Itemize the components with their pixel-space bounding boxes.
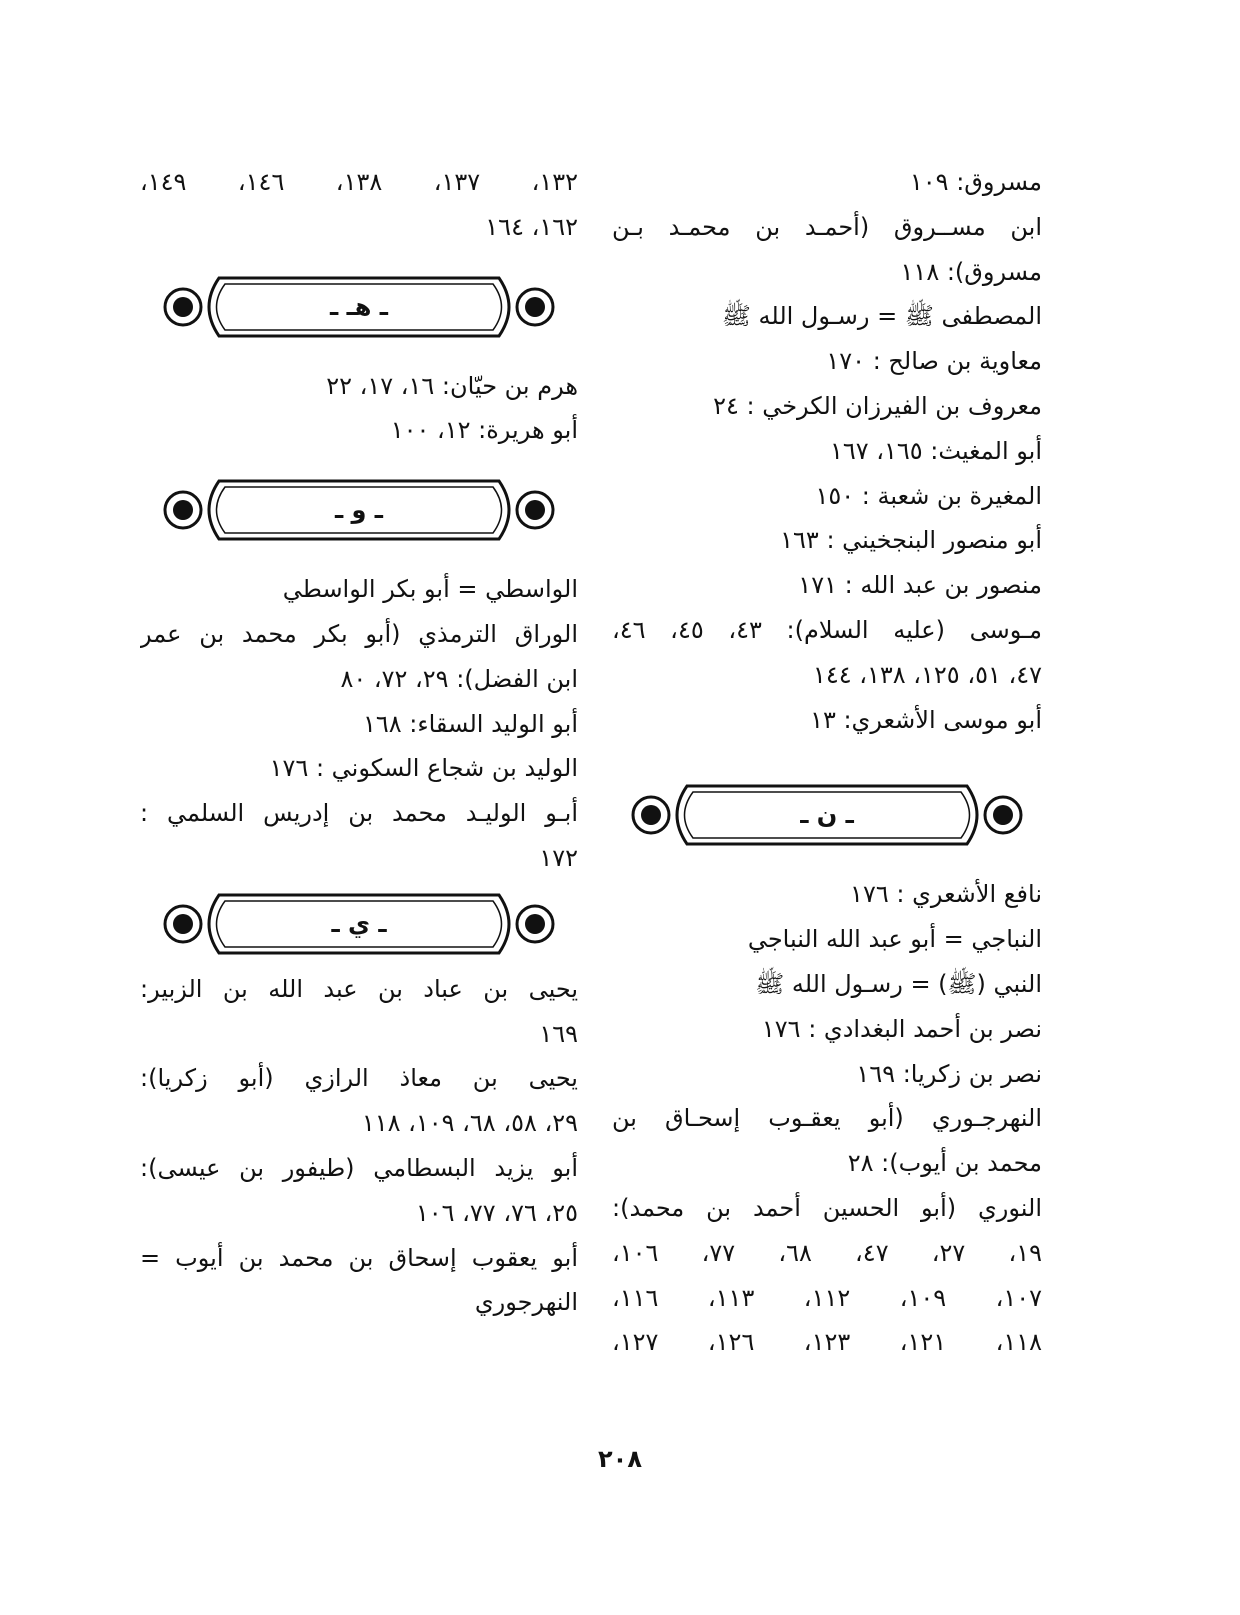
index-entry: الوراق الترمذي (أبو بكر محمد بن عمر	[140, 619, 578, 648]
entries-w	[140, 567, 578, 881]
index-entry: ١١٨، ١٢١، ١٢٣، ١٢٦، ١٢٧،	[612, 1328, 1042, 1357]
index-entry: نصر بن زكريا: ١٦٩	[856, 1059, 1042, 1088]
index-entry: نافع الأشعري : ١٧٦	[850, 880, 1042, 909]
index-entry: أبو الوليد السقاء: ١٦٨	[362, 709, 578, 738]
index-entry: الواسطي = أبو بكر الواسطي	[282, 575, 578, 604]
index-entry: مسروق: ١٠٩	[909, 168, 1042, 196]
index-entry: أبو منصور البنجخيني : ١٦٣	[780, 526, 1042, 555]
section-letter: ـ ي ـ	[331, 909, 387, 938]
index-entry: أبو يزيد البسطامي (طيفور بن عيسى):	[140, 1153, 578, 1182]
section-banner-ha	[159, 264, 559, 350]
index-entry: معاوية بن صالح : ١٧٠	[826, 347, 1042, 376]
index-entry: ١٦٩	[539, 1019, 578, 1048]
index-entry: النوري (أبو الحسين أحمد بن محمد):	[612, 1193, 1042, 1222]
index-entry: نصر بن أحمد البغدادي : ١٧٦	[761, 1014, 1042, 1043]
index-entry: هرم بن حيّان: ١٦، ١٧، ٢٢	[326, 371, 578, 400]
entries-m	[612, 160, 1042, 742]
index-entry: الوليد بن شجاع السكوني : ١٧٦	[269, 754, 578, 783]
index-column-right	[612, 160, 1042, 1365]
index-entry: النهرجوري	[474, 1288, 578, 1317]
section-letter: ـ هـ ـ	[330, 292, 388, 321]
index-entry: مـوسى (عليه السلام): ٤٣، ٤٥، ٤٦،	[612, 615, 1042, 644]
index-entry: مسروق): ١١٨	[900, 257, 1042, 286]
entries-continued	[140, 160, 578, 250]
index-entry: أبو المغيث: ١٦٥، ١٦٧	[829, 436, 1042, 465]
index-entry: معروف بن الفيرزان الكرخي : ٢٤	[713, 391, 1042, 420]
index-entry: ١٧٢	[539, 843, 578, 872]
entries-y	[140, 967, 578, 1325]
index-entry: المغيرة بن شعبة : ١٥٠	[815, 481, 1042, 510]
entries-n	[612, 872, 1042, 1365]
page-number: ٢٠٨	[598, 1445, 642, 1473]
index-entry: ١٩، ٢٧، ٤٧، ٦٨، ٧٧، ١٠٦،	[612, 1238, 1042, 1267]
index-entry: ١٣٢، ١٣٧، ١٣٨، ١٤٦، ١٤٩،	[140, 168, 578, 196]
section-letter: ـ و ـ	[334, 496, 384, 525]
index-entry: ابن مســروق (أحمـد بن محمـد بـن	[612, 212, 1042, 241]
index-entry: يحيى بن عباد بن عبد الله بن الزبير:	[140, 974, 578, 1003]
index-entry: النباجي = أبو عبد الله النباجي	[747, 925, 1042, 954]
section-letter: ـ ن ـ	[800, 801, 854, 830]
index-entry: المصطفى ﷺ = رسـول الله ﷺ	[721, 302, 1042, 331]
index-entry: النبي (ﷺ) = رسـول الله ﷺ	[755, 969, 1042, 998]
section-banner-waw	[159, 467, 559, 553]
index-entry: يحيى بن معاذ الرازي (أبو زكريا):	[140, 1064, 578, 1093]
index-column-left	[140, 160, 578, 1325]
index-entry: ٤٧، ٥١، ١٢٥، ١٣٨، ١٤٤	[812, 660, 1042, 689]
entries-h	[140, 364, 578, 454]
index-entry: منصور بن عبد الله : ١٧١	[798, 571, 1042, 600]
section-banner-noon	[627, 772, 1027, 858]
index-entry: ابن الفضل): ٢٩، ٧٢، ٨٠	[340, 664, 578, 693]
index-entry: أبـو الوليـد محمد بن إدريس السلمي :	[140, 799, 578, 828]
index-entry: محمد بن أيوب): ٢٨	[847, 1149, 1042, 1178]
section-banner-ya	[159, 881, 559, 967]
index-entry: النهرجـوري (أبو يعقـوب إسحـاق بن	[612, 1104, 1042, 1133]
index-entry: أبو موسى الأشعري: ١٣	[810, 705, 1042, 734]
index-entry: ١٦٢، ١٦٤	[485, 212, 578, 241]
index-entry: ٢٥، ٧٦، ٧٧، ١٠٦	[415, 1198, 578, 1227]
index-entry: أبو يعقوب إسحاق بن محمد بن أيوب =	[140, 1243, 578, 1272]
index-entry: ٢٩، ٥٨، ٦٨، ١٠٩، ١١٨	[361, 1109, 578, 1138]
index-entry: أبو هريرة: ١٢، ١٠٠	[390, 416, 578, 445]
index-entry: ١٠٧، ١٠٩، ١١٢، ١١٣، ١١٦،	[612, 1283, 1042, 1312]
